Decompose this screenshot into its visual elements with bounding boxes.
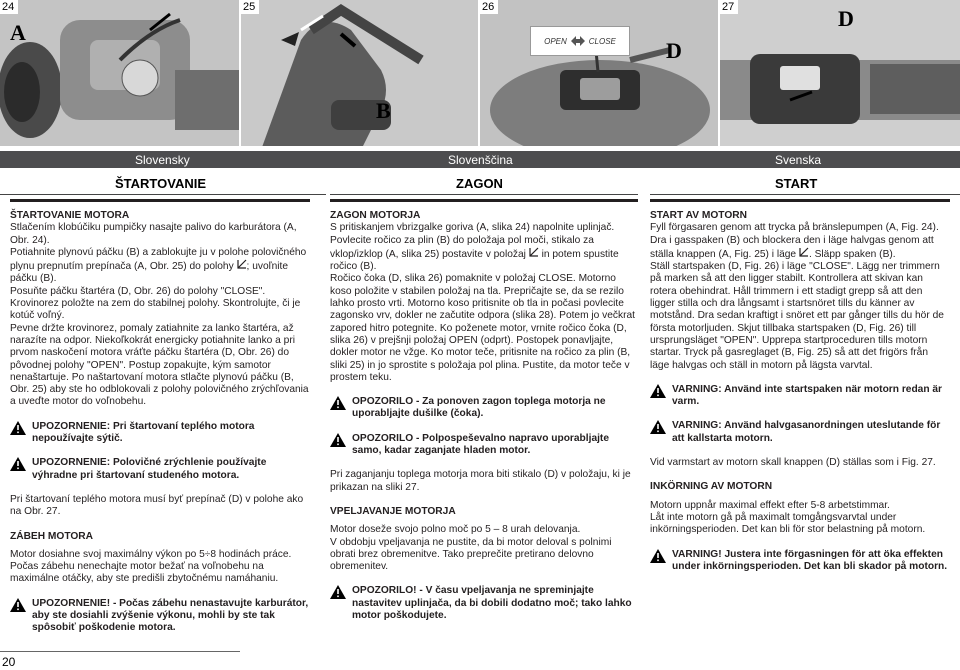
- paragraph: Låt inte motorn gå på maximalt tomgångsvarvtal under inkörningsperioden. Det kan bli för stor belastning på motorn.: [650, 511, 926, 536]
- warning-text: UPOZORNENIE: Polovičné zrýchlenie používajte výhradne pri štartovaní studeného motora.: [32, 457, 267, 481]
- paragraph: in potem spustite ročico (B).: [330, 248, 619, 273]
- figure-27: [720, 0, 960, 146]
- open-close-label: [530, 26, 630, 56]
- figure-26: [480, 0, 718, 146]
- warning-box: [10, 421, 310, 446]
- warning-text: VARNING: Använd halvgasanordningen uteslutande för att kallstarta motorn.: [672, 420, 941, 444]
- paragraph: Fyll förgasaren genom att trycka på bränslepumpen (A, Fig. 24).: [650, 222, 939, 234]
- figure-number: 26: [480, 0, 498, 14]
- warning-triangle-icon: [330, 433, 346, 447]
- warning-text: OPOZORILO! - V času vpeljavanja ne spreminjajte nastavitev uplinjača, da bi dobili dodatno moč; tako lahko motor poškodujete.: [352, 585, 632, 622]
- paragraph: Motor doseže svojo polno moč po 5 – 8 urah delovanja.: [330, 524, 581, 536]
- warning-box: [10, 598, 310, 635]
- warning-text: VARNING! Justera inte förgasningen för att öka effekten under inkörningsperioden. Det kan bli skador på motorn.: [672, 548, 948, 572]
- language-swedish: Svenska: [775, 153, 822, 167]
- figure-letter: A: [10, 20, 26, 45]
- paragraph: Povlecite ročico za plin (B) do položaja pol moči, stikalo za vklop/izklop (A, slika 25) postavite v položaj: [330, 234, 594, 260]
- warning-box: [650, 384, 950, 409]
- warning-text: UPOZORNENIE! - Počas zábehu nenastavujte karburátor, aby ste dosiahli zvýšenie výkonu, mohli by ste tak spôsobiť poškodenie motora.: [32, 597, 309, 634]
- figure-letter: D: [666, 38, 682, 63]
- figure-26-drawing: [480, 0, 718, 146]
- figure-number: 24: [0, 0, 18, 14]
- warning-triangle-icon: [10, 598, 26, 612]
- section-divider: [650, 194, 960, 195]
- warning-box: [650, 549, 950, 574]
- paragraph: Počas zábehu nenechajte motor bežať na voľnobehu na maximálne otáčky, aby ste predišli zbytočnému namáhaniu.: [10, 561, 279, 585]
- figure-letter: D: [838, 6, 854, 31]
- figure-number: 25: [241, 0, 259, 14]
- paragraph: Krovinorez položte na zem do stabilnej polohy. Skontrolujte, či je kotúč voľný.: [10, 298, 301, 322]
- section-divider: [330, 194, 638, 195]
- heading: START AV MOTORN: [650, 210, 747, 221]
- figure-number: 27: [720, 0, 738, 14]
- column-rule: [330, 199, 638, 202]
- page-number: 20: [2, 655, 16, 669]
- column-slovenian: [330, 210, 638, 622]
- warning-box: [330, 396, 638, 421]
- warning-triangle-icon: [650, 420, 666, 434]
- figure-24: [0, 0, 239, 146]
- column-rule: [10, 199, 310, 202]
- heading: ZAGON MOTORJA: [330, 210, 421, 221]
- paragraph: Pevne držte krovinorez, pomaly zatiahnite za lanko štartéra, až narazíte na odpor. Niekoľkokrát energicky potiahnite lanko a pri prvom naskočení motora vráťte páčku štartéra (D, Obr. 26) do pôvodnej polohy "OPEN". Postup zopakujte, kým samotor nenaštartuje. Po naštartovaní motora stlačte plynovú páčku (B, Obr. 25) aby ste ho odblokovali z polohy polovičného zrýchľovania a uveďte motor do voľnobehu.: [10, 322, 309, 408]
- half-throttle-symbol-icon: [529, 249, 539, 260]
- close-label: CLOSE: [588, 36, 616, 46]
- warning-box: [330, 585, 638, 622]
- warning-text: OPOZORILO - Za ponoven zagon toplega motorja ne uporabljajte dušilke (čoka).: [352, 396, 606, 420]
- warning-box: [330, 433, 638, 458]
- paragraph: ; uvoľnite páčku (B).: [10, 261, 289, 285]
- language-slovenian: Slovenščina: [448, 153, 513, 167]
- warning-text: VARNING: Använd inte startspaken när motorn redan är varm.: [672, 383, 943, 408]
- paragraph: . Släpp spaken (B).: [808, 248, 896, 260]
- heading: ŠTARTOVANIE MOTORA: [10, 210, 130, 221]
- paragraph: Pri zaganjanju toplega motorja mora biti stikalo (D) v položaju, ki je prikazan na sliki 27.: [330, 469, 631, 493]
- warning-text: OPOZORILO - Polpospeševalno napravo uporabljajte samo, kadar zaganjate hladen motor.: [352, 432, 609, 457]
- figure-25: [241, 0, 478, 146]
- warning-triangle-icon: [330, 585, 346, 599]
- figure-letter: B: [376, 98, 391, 123]
- double-arrow-icon: [571, 36, 585, 46]
- section-title-swedish: START: [775, 176, 818, 191]
- warning-box: [10, 457, 310, 482]
- footer-rule: [0, 651, 240, 652]
- figure-25-drawing: [241, 0, 478, 146]
- heading: INKÖRNING AV MOTORN: [650, 481, 773, 493]
- paragraph: Ställ startspaken (D, Fig. 26) i läge "CLOSE". Lägg ner trimmern på marken så att den ligger stabilt. Kontrollera att skivan kan rotera obehindrat. Håll trimmern i ett stadigt grepp så att den ligger stilla och dra långsamt i startsnöret tills du känner av motstånd. Dra sedan kraftigt i snöret ett par gånger tills du hör de första motorljuden. Skjut tillbaka startspaken (D, Fig. 26) till ursprungsläget "OPEN". Upprepa startproceduren tills motorn startar. Tryck på gasreglaget (B, Fig. 25) så att det frigörs från läge halvgas och ställ in motorn på lägsta varvtal.: [650, 261, 944, 371]
- paragraph: S pritiskanjem vbrizgalke goriva (A, slika 24) napolnite uplinjač.: [330, 222, 615, 234]
- half-throttle-symbol-icon: [237, 261, 247, 272]
- paragraph: Dra i gasspaken (B) och blockera den i läge halvgas genom att ställa knappen (A, Fig. 25) i läge: [650, 234, 934, 260]
- warning-triangle-icon: [650, 384, 666, 398]
- column-rule: [650, 199, 950, 202]
- paragraph: Posuňte páčku štartéra (D, Obr. 26) do polohy "CLOSE".: [10, 285, 266, 297]
- half-throttle-symbol-icon: [799, 249, 809, 260]
- warning-triangle-icon: [330, 396, 346, 410]
- paragraph: Motor dosiahne svoj maximálny výkon po 5÷8 hodinách práce.: [10, 548, 292, 560]
- heading: VPELJAVANJE MOTORJA: [330, 505, 456, 517]
- warning-triangle-icon: [10, 457, 26, 471]
- warning-text: UPOZORNENIE: Pri štartovaní teplého motora nepoužívajte sýtič.: [32, 420, 255, 445]
- paragraph: Potiahnite plynovú páčku (B) a zablokujte ju v polohe polovičného plynu prepnutím prepínača (A, Obr. 25) do polohy: [10, 246, 307, 273]
- paragraph: V obdobju vpeljavanja ne pustite, da bi motor deloval s polnimi obrati brez obremenitve. Tako preprečite pretirano delovno obremenitev.: [330, 536, 612, 573]
- section-divider: [0, 194, 326, 195]
- paragraph: Stlačením klobúčiku pumpičky nasajte palivo do karburátora (A, Obr. 24).: [10, 222, 297, 246]
- paragraph: Ročico čoka (D, slika 26) pomaknite v položaj CLOSE. Motorno koso položite v stabilen položaj na tla. Prepričajte se, da se rezilo lahko prosto vrti. Motorno koso pritisnite ob tla in počasi povlecite zagonsko vrv, dokler ne začutite odpora (slika 28). Potem jo večkrat zapored hitro potegnite. Ko poženete motor, vrnite ročico čoka (D, slika 26) v prejšnji položaj OPEN (odprt). Postopek ponavljajte, dokler motor ne vžge. Ko motor teče, pritisnite na ročico za plin (B, sliki 25) in jo sprostite s položaja pol plina. Pustite, da motor teče v prostem teku.: [330, 273, 636, 383]
- column-swedish: [650, 210, 950, 573]
- paragraph: Vid varmstart av motorn skall knappen (D) ställas som i Fig. 27.: [650, 457, 936, 469]
- language-slovak: Slovensky: [135, 153, 190, 167]
- paragraph: Motorn uppnår maximal effekt efter 5-8 arbetstimmar.: [650, 499, 890, 511]
- warning-triangle-icon: [650, 549, 666, 563]
- section-title-slovak: ŠTARTOVANIE: [115, 176, 207, 191]
- warning-triangle-icon: [10, 421, 26, 435]
- column-slovak: [10, 210, 310, 635]
- open-label: OPEN: [544, 36, 567, 46]
- warning-box: [650, 420, 950, 445]
- heading: ZÁBEH MOTORA: [10, 530, 94, 542]
- section-title-slovenian: ZAGON: [456, 176, 503, 191]
- paragraph: Pri štartovaní teplého motora musí byť prepínač (D) v polohe ako na Obr. 27.: [10, 493, 304, 518]
- figure-24-drawing: [0, 0, 239, 146]
